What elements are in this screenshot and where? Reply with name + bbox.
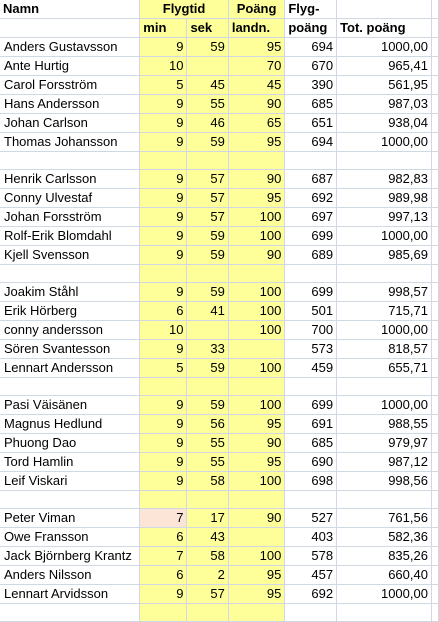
cell-sek[interactable]: 59 — [187, 283, 228, 302]
cell-sek[interactable]: 57 — [187, 189, 228, 208]
cell-blank[interactable] — [337, 378, 432, 396]
table-row — [0, 396, 439, 415]
cell-blank[interactable] — [337, 265, 432, 283]
cell-flyg-poang[interactable]: 692 — [285, 189, 337, 208]
cell-name[interactable]: Conny Ulvestaf — [0, 189, 140, 208]
cell-blank[interactable] — [228, 604, 285, 622]
cell-sek[interactable]: 33 — [187, 340, 228, 359]
cell-tot-poang[interactable]: 1000,00 — [337, 321, 432, 340]
cell-tot-poang[interactable]: 1000,00 — [337, 396, 432, 415]
cell-edge[interactable] — [431, 19, 438, 38]
table-row — [0, 359, 439, 378]
cell-flyg-poang[interactable]: 694 — [285, 133, 337, 152]
cell-name[interactable]: Henrik Carlsson — [0, 170, 140, 189]
trailing-row — [0, 604, 439, 622]
cell-name[interactable]: Sören Svantesson — [0, 340, 140, 359]
separator-row — [0, 378, 439, 396]
cell-name[interactable]: Carol Forsström — [0, 76, 140, 95]
cell-sek[interactable]: 58 — [187, 547, 228, 566]
cell-tot-poang[interactable]: 965,41 — [337, 57, 432, 76]
cell-tot-poang[interactable]: 987,12 — [337, 453, 432, 472]
cell-flyg-poang[interactable]: 689 — [285, 246, 337, 265]
cell-landning[interactable]: 100 — [228, 547, 285, 566]
cell-name[interactable]: Phuong Dao — [0, 434, 140, 453]
cell-landning[interactable] — [228, 528, 285, 547]
cell-edge[interactable] — [431, 585, 438, 604]
table-row — [0, 302, 439, 321]
cell-edge[interactable] — [431, 528, 438, 547]
cell-blank[interactable] — [187, 604, 228, 622]
cell-edge[interactable] — [431, 321, 438, 340]
cell-name[interactable]: Johan Carlson — [0, 114, 140, 133]
cell-landning[interactable]: 95 — [228, 189, 285, 208]
cell-blank-yellow[interactable] — [140, 152, 187, 170]
cell-flyg-poang[interactable]: 697 — [285, 208, 337, 227]
cell-blank[interactable] — [337, 491, 432, 509]
cell-blank-yellow[interactable] — [187, 152, 228, 170]
table-row — [0, 283, 439, 302]
cell-blank[interactable] — [0, 378, 140, 396]
cell-min[interactable]: 6 — [140, 566, 187, 585]
cell-tot-poang[interactable]: 761,56 — [337, 509, 432, 528]
cell-sek[interactable]: 59 — [187, 38, 228, 57]
table-row — [0, 114, 439, 133]
cell-edge[interactable] — [431, 396, 438, 415]
cell-min[interactable]: 9 — [140, 434, 187, 453]
cell-landning[interactable]: 90 — [228, 95, 285, 114]
cell-sek[interactable]: 2 — [187, 566, 228, 585]
cell-landning[interactable]: 95 — [228, 415, 285, 434]
cell-blank[interactable] — [140, 604, 187, 622]
cell-sek[interactable]: 59 — [187, 133, 228, 152]
cell-landning[interactable]: 90 — [228, 434, 285, 453]
cell-landning[interactable]: 95 — [228, 585, 285, 604]
header-landn[interactable]: landn. — [228, 19, 285, 38]
cell-edge[interactable] — [431, 189, 438, 208]
table-row — [0, 133, 439, 152]
cell-edge[interactable] — [431, 57, 438, 76]
cell-landning[interactable]: 95 — [228, 38, 285, 57]
cell-tot-poang[interactable]: 988,55 — [337, 415, 432, 434]
cell-sek[interactable] — [187, 57, 228, 76]
cell-min[interactable]: 7 — [140, 547, 187, 566]
cell-edge[interactable] — [431, 359, 438, 378]
cell-name[interactable]: conny andersson — [0, 321, 140, 340]
cell-blank-yellow[interactable] — [140, 378, 187, 396]
cell-tot-poang[interactable]: 998,56 — [337, 472, 432, 491]
cell-edge[interactable] — [431, 566, 438, 585]
cell-blank[interactable] — [337, 604, 432, 622]
table-row — [0, 472, 439, 491]
cell-name[interactable]: Erik Hörberg — [0, 302, 140, 321]
cell-name[interactable]: Lennart Andersson — [0, 359, 140, 378]
cell-landning[interactable]: 100 — [228, 472, 285, 491]
table-row — [0, 415, 439, 434]
cell-min[interactable]: 9 — [140, 453, 187, 472]
cell-min[interactable]: 6 — [140, 302, 187, 321]
cell-flyg-poang[interactable]: 699 — [285, 283, 337, 302]
cell-sek[interactable]: 57 — [187, 170, 228, 189]
table-row — [0, 566, 439, 585]
header-sek[interactable]: sek — [187, 19, 228, 38]
cell-blank-yellow[interactable] — [187, 378, 228, 396]
cell-name[interactable]: Magnus Hedlund — [0, 415, 140, 434]
table-row — [0, 246, 439, 265]
cell-blank[interactable] — [0, 265, 140, 283]
cell-name[interactable]: Jack Björnberg Krantz — [0, 547, 140, 566]
cell-tot-poang[interactable]: 715,71 — [337, 302, 432, 321]
cell-blank[interactable] — [285, 604, 337, 622]
cell-blank-yellow[interactable] — [228, 265, 285, 283]
cell-edge[interactable] — [431, 38, 438, 57]
cell-edge[interactable] — [431, 547, 438, 566]
cell-min[interactable]: 9 — [140, 396, 187, 415]
cell-name[interactable]: Rolf-Erik Blomdahl — [0, 227, 140, 246]
cell-edge[interactable] — [431, 265, 438, 283]
cell-blank[interactable] — [431, 604, 438, 622]
cell-edge[interactable] — [431, 509, 438, 528]
cell-name[interactable]: Lennart Arvidsson — [0, 585, 140, 604]
cell-sek[interactable] — [187, 321, 228, 340]
cell-flyg-poang[interactable]: 501 — [285, 302, 337, 321]
cell-min[interactable]: 6 — [140, 528, 187, 547]
cell-name[interactable]: Joakim Ståhl — [0, 283, 140, 302]
cell-landning[interactable]: 95 — [228, 566, 285, 585]
cell-landning[interactable]: 100 — [228, 359, 285, 378]
cell-name[interactable]: Kjell Svensson — [0, 246, 140, 265]
cell-blank[interactable] — [285, 265, 337, 283]
cell-blank-yellow[interactable] — [187, 265, 228, 283]
cell-tot-poang[interactable]: 979,97 — [337, 434, 432, 453]
cell-edge[interactable] — [431, 434, 438, 453]
cell-sek[interactable]: 59 — [187, 396, 228, 415]
cell-flyg-poang[interactable]: 573 — [285, 340, 337, 359]
header-namn[interactable]: Namn — [0, 0, 140, 19]
cell-min[interactable]: 9 — [140, 114, 187, 133]
cell-flyg-poang[interactable]: 692 — [285, 585, 337, 604]
cell-name[interactable]: Ante Hurtig — [0, 57, 140, 76]
cell-flyg-poang[interactable]: 457 — [285, 566, 337, 585]
cell-flyg-poang[interactable]: 699 — [285, 396, 337, 415]
separator-row — [0, 152, 439, 170]
table-row — [0, 38, 439, 57]
table-row — [0, 340, 439, 359]
cell-flyg-poang[interactable]: 578 — [285, 547, 337, 566]
table-row — [0, 434, 439, 453]
header-blank[interactable] — [0, 19, 140, 38]
table-row — [0, 547, 439, 566]
cell-landning[interactable]: 100 — [228, 227, 285, 246]
cell-flyg-poang[interactable]: 698 — [285, 472, 337, 491]
cell-landning[interactable]: 65 — [228, 114, 285, 133]
cell-edge[interactable] — [431, 302, 438, 321]
cell-min[interactable]: 9 — [140, 585, 187, 604]
table-row — [0, 57, 439, 76]
cell-edge[interactable] — [431, 227, 438, 246]
cell-landning[interactable]: 70 — [228, 57, 285, 76]
cell-landning[interactable]: 100 — [228, 283, 285, 302]
cell-blank[interactable] — [337, 152, 432, 170]
cell-blank-yellow[interactable] — [228, 491, 285, 509]
cell-landning[interactable]: 100 — [228, 208, 285, 227]
cell-name[interactable]: Pasi Väisänen — [0, 396, 140, 415]
cell-min[interactable]: 10 — [140, 57, 187, 76]
header-row-1 — [0, 0, 439, 19]
cell-sek[interactable]: 59 — [187, 227, 228, 246]
table-row — [0, 227, 439, 246]
cell-sek[interactable]: 55 — [187, 453, 228, 472]
cell-name[interactable]: Hans Andersson — [0, 95, 140, 114]
cell-name[interactable]: Owe Fransson — [0, 528, 140, 547]
cell-tot-poang[interactable]: 985,69 — [337, 246, 432, 265]
cell-min[interactable]: 5 — [140, 359, 187, 378]
cell-flyg-poang[interactable]: 685 — [285, 95, 337, 114]
cell-min[interactable]: 9 — [140, 189, 187, 208]
header-tot[interactable]: Tot. poäng — [337, 19, 432, 38]
cell-blank-yellow[interactable] — [228, 378, 285, 396]
cell-edge[interactable] — [431, 340, 438, 359]
table-row — [0, 321, 439, 340]
cell-flyg-poang[interactable]: 670 — [285, 57, 337, 76]
cell-landning[interactable]: 90 — [228, 170, 285, 189]
cell-flyg-poang[interactable]: 687 — [285, 170, 337, 189]
cell-tot-poang[interactable]: 1000,00 — [337, 133, 432, 152]
cell-landning[interactable]: 100 — [228, 302, 285, 321]
cell-edge[interactable] — [431, 170, 438, 189]
cell-blank[interactable] — [285, 152, 337, 170]
cell-edge[interactable] — [431, 133, 438, 152]
cell-edge[interactable] — [431, 152, 438, 170]
cell-flyg-poang[interactable]: 685 — [285, 434, 337, 453]
cell-edge[interactable] — [431, 208, 438, 227]
cell-name[interactable]: Peter Viman — [0, 509, 140, 528]
cell-sek[interactable]: 57 — [187, 585, 228, 604]
cell-sek[interactable]: 56 — [187, 415, 228, 434]
cell-blank[interactable] — [285, 378, 337, 396]
cell-tot-poang[interactable]: 1000,00 — [337, 227, 432, 246]
separator-row — [0, 491, 439, 509]
cell-sek[interactable]: 58 — [187, 472, 228, 491]
cell-name[interactable]: Johan Forsström — [0, 208, 140, 227]
cell-min[interactable]: 9 — [140, 227, 187, 246]
cell-flyg-poang[interactable]: 699 — [285, 227, 337, 246]
table-row — [0, 189, 439, 208]
cell-flyg-poang[interactable]: 651 — [285, 114, 337, 133]
cell-sek[interactable]: 45 — [187, 76, 228, 95]
cell-min[interactable]: 9 — [140, 415, 187, 434]
cell-sek[interactable]: 57 — [187, 208, 228, 227]
table-row — [0, 528, 439, 547]
header-min[interactable]: min — [140, 19, 187, 38]
cell-landning[interactable]: 90 — [228, 509, 285, 528]
cell-blank[interactable] — [285, 491, 337, 509]
cell-min[interactable]: 9 — [140, 133, 187, 152]
header-poang[interactable]: Poäng — [228, 0, 285, 19]
cell-name[interactable]: Anders Gustavsson — [0, 38, 140, 57]
cell-tot-poang[interactable]: 998,57 — [337, 283, 432, 302]
cell-name[interactable]: Leif Viskari — [0, 472, 140, 491]
table-row — [0, 170, 439, 189]
cell-edge[interactable] — [431, 378, 438, 396]
cell-edge[interactable] — [431, 472, 438, 491]
cell-min[interactable]: 9 — [140, 38, 187, 57]
cell-edge[interactable] — [431, 0, 438, 19]
cell-edge[interactable] — [431, 76, 438, 95]
cell-landning[interactable] — [228, 340, 285, 359]
cell-min[interactable]: 9 — [140, 246, 187, 265]
cell-landning[interactable]: 95 — [228, 133, 285, 152]
cell-sek[interactable]: 55 — [187, 434, 228, 453]
header-poang2[interactable]: poäng — [285, 19, 337, 38]
cell-name[interactable]: Thomas Johansson — [0, 133, 140, 152]
cell-landning[interactable]: 90 — [228, 246, 285, 265]
cell-min[interactable]: 10 — [140, 321, 187, 340]
cell-tot-poang[interactable]: 655,71 — [337, 359, 432, 378]
cell-min[interactable]: 9 — [140, 95, 187, 114]
cell-edge[interactable] — [431, 246, 438, 265]
cell-flyg-poang[interactable]: 527 — [285, 509, 337, 528]
cell-edge[interactable] — [431, 283, 438, 302]
cell-tot-poang[interactable]: 582,36 — [337, 528, 432, 547]
table-row — [0, 76, 439, 95]
cell-flyg-poang[interactable]: 390 — [285, 76, 337, 95]
cell-tot-poang[interactable]: 987,03 — [337, 95, 432, 114]
cell-min[interactable]: 9 — [140, 340, 187, 359]
header-flyg[interactable]: Flyg- — [285, 0, 337, 19]
cell-min[interactable]: 5 — [140, 76, 187, 95]
cell-landning[interactable]: 95 — [228, 453, 285, 472]
cell-blank-yellow[interactable] — [228, 152, 285, 170]
cell-blank[interactable] — [0, 491, 140, 509]
cell-name[interactable]: Tord Hamlin — [0, 453, 140, 472]
table-row — [0, 585, 439, 604]
cell-landning[interactable]: 100 — [228, 321, 285, 340]
cell-blank-yellow[interactable] — [140, 491, 187, 509]
cell-sek[interactable]: 17 — [187, 509, 228, 528]
cell-tot-poang[interactable]: 982,83 — [337, 170, 432, 189]
table-row — [0, 509, 439, 528]
cell-landning[interactable]: 100 — [228, 396, 285, 415]
cell-flyg-poang[interactable]: 700 — [285, 321, 337, 340]
cell-sek[interactable]: 55 — [187, 95, 228, 114]
cell-tot-poang[interactable]: 561,95 — [337, 76, 432, 95]
table-row — [0, 208, 439, 227]
cell-sek[interactable]: 59 — [187, 359, 228, 378]
cell-sek[interactable]: 46 — [187, 114, 228, 133]
cell-tot-poang[interactable]: 835,26 — [337, 547, 432, 566]
cell-name[interactable]: Anders Nilsson — [0, 566, 140, 585]
cell-flyg-poang[interactable]: 694 — [285, 38, 337, 57]
cell-edge[interactable] — [431, 114, 438, 133]
cell-flyg-poang[interactable]: 459 — [285, 359, 337, 378]
table-row — [0, 453, 439, 472]
cell-tot-poang[interactable]: 989,98 — [337, 189, 432, 208]
cell-min[interactable]: 9 — [140, 283, 187, 302]
cell-min[interactable]: 9 — [140, 170, 187, 189]
cell-tot-poang[interactable]: 1000,00 — [337, 585, 432, 604]
separator-row — [0, 265, 439, 283]
cell-blank[interactable] — [0, 152, 140, 170]
table-row — [0, 95, 439, 114]
cell-sek[interactable]: 59 — [187, 246, 228, 265]
header-flygtid[interactable]: Flygtid — [140, 0, 229, 19]
cell-sek[interactable]: 43 — [187, 528, 228, 547]
cell-tot-poang[interactable]: 997,13 — [337, 208, 432, 227]
header-empty[interactable] — [337, 0, 432, 19]
cell-blank-yellow[interactable] — [140, 265, 187, 283]
cell-sek[interactable]: 41 — [187, 302, 228, 321]
cell-blank-yellow[interactable] — [187, 491, 228, 509]
cell-edge[interactable] — [431, 453, 438, 472]
cell-landning[interactable]: 45 — [228, 76, 285, 95]
cell-tot-poang[interactable]: 818,57 — [337, 340, 432, 359]
header-row-2 — [0, 19, 439, 38]
cell-min[interactable]: 9 — [140, 472, 187, 491]
cell-blank[interactable] — [0, 604, 140, 622]
cell-tot-poang[interactable]: 938,04 — [337, 114, 432, 133]
cell-flyg-poang[interactable]: 403 — [285, 528, 337, 547]
cell-flyg-poang[interactable]: 691 — [285, 415, 337, 434]
cell-tot-poang[interactable]: 1000,00 — [337, 38, 432, 57]
cell-min[interactable]: 7 — [140, 509, 187, 528]
cell-edge[interactable] — [431, 95, 438, 114]
cell-flyg-poang[interactable]: 690 — [285, 453, 337, 472]
cell-edge[interactable] — [431, 491, 438, 509]
cell-min[interactable]: 9 — [140, 208, 187, 227]
cell-tot-poang[interactable]: 660,40 — [337, 566, 432, 585]
cell-edge[interactable] — [431, 415, 438, 434]
